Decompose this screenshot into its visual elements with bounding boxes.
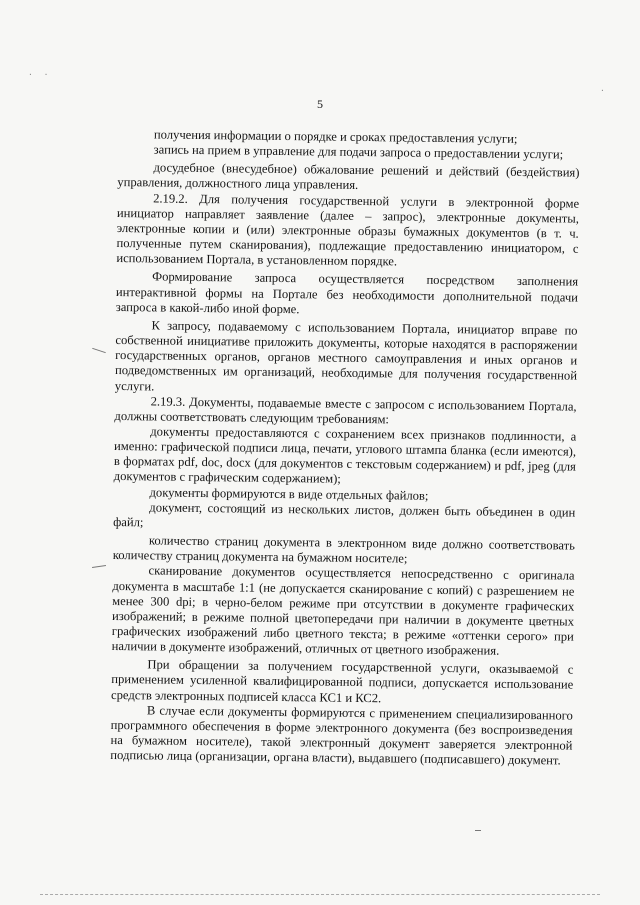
paragraph: сканирование документов осуществляется непосредственно с оригинала документа в масштабе 1:1 (не допускается сканирование с копий) с разрешением не менее 300 dpi; в черно-белом режиме при отсутствии в документе графических изображений; в режиме полной цветопередачи при наличии в документе цветных графических изображений либо цветного текста; в режиме «оттенки серого» при наличии в документе изображений, отличных от цветного изображения. <box>111 563 575 658</box>
paragraph: документы предоставляются с сохранением всех признаков подлинности, а именно: графической подписи лица, печати, углового штампа бланка (если имеются), в форматах pdf, doc, docx (для документов с текстовым содержанием) и pdf, jpeg (для документов с графическим содержанием); <box>113 424 577 487</box>
paragraph: 2.19.3. Документы, подаваемые вместе с запросом с использованием Портала, должны соответствовать следующим требованиям: <box>114 394 577 427</box>
scan-artifact: · <box>600 86 608 95</box>
page-number: 5 <box>317 97 323 111</box>
paragraph: К запросу, подаваемому с использованием Портала, инициатор вправе по собственной инициативе приложить документы, которые находятся в распоряжении государственных органов, органов местного самоуправления и иных органов и подведомственных им организаций, необходимые для получения государственной услуги. <box>114 318 578 393</box>
paragraph: досудебное (внесудебное) обжалование решений и действий (бездействия) управления, должностного лица управления. <box>117 160 580 193</box>
paragraph: запись на прием в управление для подачи запроса о предоставлении услуги; <box>153 142 564 162</box>
paragraph: количество страниц документа в электронном виде должно соответствовать количеству страниц документа на бумажном носителе; <box>112 533 576 566</box>
scan-artifact: · · <box>28 70 52 79</box>
punch-hole-mark <box>92 348 106 353</box>
scan-edge <box>40 894 600 895</box>
paragraph: 2.19.2. Для получения государственной услуги в электронной форме инициатор направляет заявление (далее – запрос), электронные документы, электронные копии и (или) электронные образы бумажных документов (в т. ч. полученные путем сканирования), подлежащие предоставлению инициатором, с использованием Портала, в установленном порядке. <box>116 191 580 269</box>
paragraph: документ, состоящий из нескольких листов, должен быть объединен в один файл; <box>113 500 576 530</box>
document-body <box>110 127 580 769</box>
paragraph: Формирование запроса осуществляется посредством заполнения интерактивной формы на Портале без необходимости дополнительной подачи запроса в какой-либо иной форме. <box>115 269 579 316</box>
scan-artifact <box>475 830 481 831</box>
punch-hole-mark <box>92 565 106 568</box>
paragraph: В случае если документы формируются с применением специализированного программного обеспечения в форме электронного документа (без воспроизведения на бумажном носителе), такой электронный документ заверяется электронной подписью лица (организации, органа власти), выдавшего (подписавшего) документ. <box>110 703 573 768</box>
paragraph: получения информации о порядке и сроках предоставления услуги; <box>153 127 518 146</box>
paragraph: документы формируются в виде отдельных файлов; <box>149 485 429 503</box>
paragraph: При обращении за получением государственной услуги, оказываемой с применением усиленной квалифицированной подписи, допускается использование средств электронных подписей класса КС1 и КС2. <box>110 657 574 705</box>
